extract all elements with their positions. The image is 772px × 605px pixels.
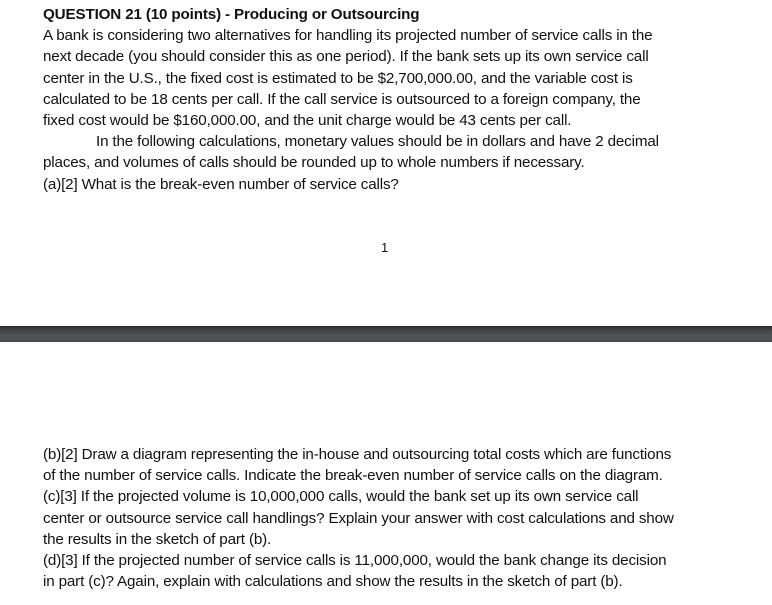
intro-line: calculated to be 18 cents per call. If the call service is outsourced to a foreign company, the <box>43 90 641 108</box>
part-c-line: the results in the sketch of part (b). <box>43 530 272 548</box>
intro-line: A bank is considering two alternatives for handling its projected number of service calls in the <box>43 27 653 45</box>
part-b-line: of the number of service calls. Indicate the break-even number of service calls on the diagram. <box>43 467 663 485</box>
question-title: QUESTION 21 (10 points) - Producing or Outsourcing <box>43 6 420 23</box>
question-block <box>43 4 743 195</box>
page-number: 1 <box>381 240 389 255</box>
page-break-divider <box>0 326 772 342</box>
continuation-block <box>43 444 743 592</box>
part-c-line: center or outsource service call handlings? Explain your answer with cost calculations and show <box>43 509 674 527</box>
intro-line: next decade (you should consider this as one period). If the bank sets up its own service call <box>43 48 649 66</box>
instruction-line: In the following calculations, monetary values should be in dollars and have 2 decimal <box>96 133 659 151</box>
part-b-line: (b)[2] Draw a diagram representing the in-house and outsourcing total costs which are functions <box>43 446 672 463</box>
part-d-line: in part (c)? Again, explain with calculations and show the results in the sketch of part (b). <box>43 573 623 591</box>
part-d-line: (d)[3] If the projected number of service calls is 11,000,000, would the bank change its decision <box>43 552 667 570</box>
instruction-line: places, and volumes of calls should be rounded up to whole numbers if necessary. <box>43 154 585 172</box>
part-c-line: (c)[3] If the projected volume is 10,000,000 calls, would the bank set up its own service call <box>43 488 639 506</box>
intro-line: center in the U.S., the fixed cost is estimated to be $2,700,000.00, and the variable cost is <box>43 69 633 87</box>
part-a-question: (a)[2] What is the break-even number of service calls? <box>43 175 399 193</box>
document-page-2 <box>0 342 772 605</box>
intro-line: fixed cost would be $160,000.00, and the unit charge would be 43 cents per call. <box>43 112 572 130</box>
